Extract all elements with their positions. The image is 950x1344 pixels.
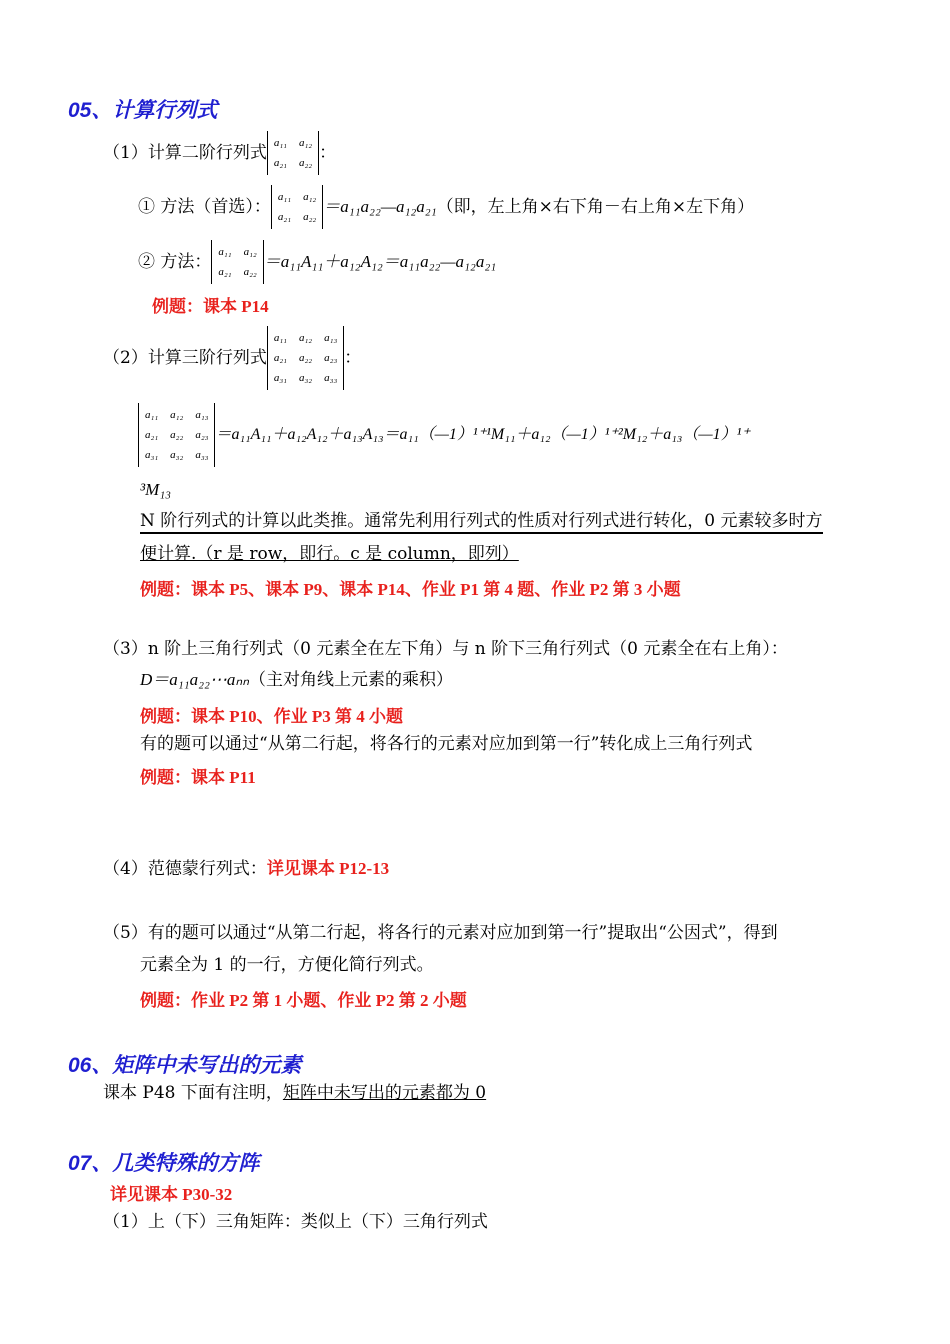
det2-cell: a₁₂ xyxy=(303,191,317,203)
item-2-colon: ： xyxy=(344,348,362,368)
det2-cell: a₂₂ xyxy=(243,266,257,278)
item-3-line: （3）n 阶上三角行列式（0 元素全在左下角）与 n 阶下三角行列式（0 元素全在右上角）： xyxy=(103,639,788,659)
det3-matrix-expansion xyxy=(138,403,215,467)
item-4-ref: 详见课本 P12-13 xyxy=(266,859,390,878)
det2-cell: a₂₂ xyxy=(298,157,313,169)
det2-cell: a₂₁ xyxy=(218,266,232,278)
expansion-formula: ＝a₁₁A₁₁＋a₁₂A₁₂＋a₁₃A₁₃＝a₁₁（—1）¹⁺¹M₁₁＋a₁₂（—1）¹⁺²M₁₂＋a₁₃（—1）¹⁺ xyxy=(215,426,750,443)
example-1: 例题：课本 P14 xyxy=(152,297,269,316)
det3-cell: a₁₃ xyxy=(324,332,338,344)
method-2-label: ② 方法： xyxy=(138,252,212,272)
det3-cell: a₂₂ xyxy=(170,429,184,441)
det3-cell: a₁₃ xyxy=(195,409,209,421)
n-order-note-line-2: 便计算.（r 是 row，即行。c 是 column，即列） xyxy=(140,544,519,564)
method-1-formula: ＝a₁₁a₂₂—a₁₂a₂₁ xyxy=(323,197,437,216)
example-5: 例题：作业 P2 第 1 小题、作业 P2 第 2 小题 xyxy=(140,991,467,1010)
section-06-text xyxy=(103,1082,486,1104)
section-06-text-underlined: 矩阵中未写出的元素都为 0 xyxy=(282,1083,487,1103)
det2-matrix xyxy=(267,131,319,175)
item-2-line xyxy=(103,326,361,390)
method-1-note: （即，左上角×右下角－右上角×左下角） xyxy=(436,197,755,217)
det3-cell: a₃₃ xyxy=(324,372,338,384)
example-4: 例题：课本 P11 xyxy=(140,768,256,787)
det3-cell: a₁₂ xyxy=(170,409,184,421)
det3-cell: a₃₁ xyxy=(273,372,287,384)
det3-cell: a₂₁ xyxy=(145,429,159,441)
item-3-formula-note: （主对角线上元素的乘积） xyxy=(248,670,453,690)
item-4-label: （4）范德蒙行列式： xyxy=(103,859,267,879)
section-07-title: 07、几类特殊的方阵 xyxy=(68,1152,260,1175)
det3-cell: a₃₂ xyxy=(170,449,184,461)
item-3-formula-line xyxy=(140,669,453,691)
det3-matrix xyxy=(267,326,344,390)
det3-cell: a₃₁ xyxy=(145,449,159,461)
det3-cell: a₁₁ xyxy=(273,332,287,344)
item-3-extra: 有的题可以通过“从第二行起，将各行的元素对应加到第一行”转化成上三角行列式 xyxy=(140,734,753,754)
method-1-label: ① 方法（首选）： xyxy=(138,197,271,217)
method-2-formula: ＝a₁₁A₁₁＋a₁₂A₁₂＝a₁₁a₂₂—a₁₂a₂₁ xyxy=(263,252,497,271)
section-06-text-plain: 课本 P48 下面有注明， xyxy=(103,1083,283,1103)
item-3-formula: D＝a₁₁a₂₂⋯aₙₙ xyxy=(140,670,249,689)
expansion-continuation: ³M₁₃ xyxy=(140,480,172,499)
det3-cell: a₂₁ xyxy=(273,352,287,364)
section-07-ref: 详见课本 P30-32 xyxy=(110,1185,233,1204)
det3-cell: a₃₃ xyxy=(195,449,209,461)
item-1-colon: ： xyxy=(319,143,337,163)
det3-cell: a₂₃ xyxy=(324,352,338,364)
det2-cell: a₁₂ xyxy=(243,246,257,258)
det2-cell: a₂₁ xyxy=(273,157,287,169)
det3-cell: a₁₁ xyxy=(145,409,159,421)
det2-cell: a₂₂ xyxy=(303,211,317,223)
expansion-line xyxy=(138,403,750,467)
section-05-title: 05、计算行列式 xyxy=(68,99,218,122)
det2-matrix-method1 xyxy=(271,185,323,229)
det2-matrix-method2 xyxy=(211,240,263,284)
example-3: 例题：课本 P10、作业 P3 第 4 小题 xyxy=(140,707,404,726)
det3-cell: a₂₂ xyxy=(298,352,313,364)
det2-cell: a₁₂ xyxy=(298,137,313,149)
item-4-line xyxy=(103,858,389,880)
det2-cell: a₂₁ xyxy=(277,211,292,223)
item-2-label: （2）计算三阶行列式 xyxy=(103,348,267,368)
n-order-note-line-1: N 阶行列式的计算以此类推。通常先利用行列式的性质对行列式进行转化，0 元素较多时方 xyxy=(140,510,823,534)
method-2-line xyxy=(138,240,496,284)
item-1-label: （1）计算二阶行列式 xyxy=(103,143,267,163)
det3-cell: a₃₂ xyxy=(298,372,313,384)
section-06-title: 06、矩阵中未写出的元素 xyxy=(68,1054,302,1077)
example-2: 例题：课本 P5、课本 P9、课本 P14、作业 P1 第 4 题、作业 P2 第 3 小题 xyxy=(140,580,681,599)
method-1-line xyxy=(138,185,754,229)
item-5-line-2: 元素全为 1 的一行，方便化简行列式。 xyxy=(140,955,434,975)
det2-cell: a₁₁ xyxy=(277,191,292,203)
item-5-line-1: （5）有的题可以通过“从第二行起，将各行的元素对应加到第一行”提取出“公因式”，得到 xyxy=(103,923,778,943)
item-1-line xyxy=(103,131,336,175)
det2-cell: a₁₁ xyxy=(273,137,287,149)
det2-cell: a₁₁ xyxy=(218,246,232,258)
det3-cell: a₂₃ xyxy=(195,429,209,441)
det3-cell: a₁₂ xyxy=(298,332,313,344)
section-07-item-1: （1）上（下）三角矩阵：类似上（下）三角行列式 xyxy=(103,1212,488,1232)
